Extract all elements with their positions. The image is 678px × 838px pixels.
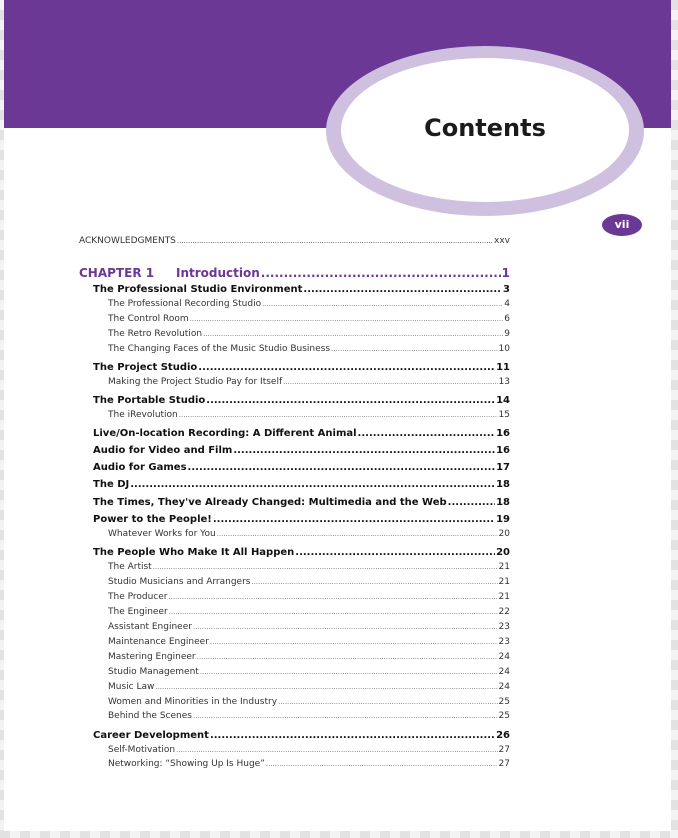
toc-section-row[interactable] bbox=[93, 497, 510, 508]
leader-dots bbox=[233, 445, 495, 456]
toc-subsection-row[interactable] bbox=[108, 759, 510, 769]
toc-page: 17 bbox=[496, 462, 510, 473]
toc-label: The Changing Faces of the Music Studio Business bbox=[108, 344, 331, 354]
toc-page: 24 bbox=[498, 667, 510, 677]
toc-label: The Engineer bbox=[108, 607, 168, 617]
toc-label: The Project Studio bbox=[93, 362, 198, 373]
toc-label: The iRevolution bbox=[108, 410, 178, 420]
leader-dots bbox=[210, 638, 498, 646]
toc-page: 21 bbox=[498, 592, 510, 602]
chapter-number: CHAPTER 1 bbox=[79, 266, 155, 280]
leader-dots bbox=[198, 362, 495, 373]
leader-dots bbox=[200, 668, 498, 676]
toc-subsection-row[interactable] bbox=[108, 410, 510, 420]
toc-page: 24 bbox=[498, 652, 510, 662]
toc-page: 23 bbox=[498, 622, 510, 632]
toc-label: Studio Musicians and Arrangers bbox=[108, 577, 251, 587]
toc-page: 16 bbox=[496, 445, 510, 456]
toc-label: The People Who Make It All Happen bbox=[93, 547, 295, 558]
toc-page: 26 bbox=[496, 730, 510, 741]
leader-dots bbox=[210, 730, 495, 741]
chapter-title: Introduction bbox=[176, 266, 260, 280]
leader-dots bbox=[217, 530, 498, 538]
toc-page: 9 bbox=[504, 329, 510, 339]
toc-page: 25 bbox=[498, 711, 510, 721]
toc-page: 1 bbox=[501, 266, 510, 280]
toc-page: 11 bbox=[496, 362, 510, 373]
toc-section-row[interactable] bbox=[93, 428, 510, 439]
toc-subsection-row[interactable] bbox=[108, 652, 510, 662]
toc-subsection-row[interactable] bbox=[108, 745, 510, 755]
toc-label: ACKNOWLEDGMENTS bbox=[79, 236, 176, 246]
toc-label: Live/On-location Recording: A Different Animal bbox=[93, 428, 357, 439]
leader-dots bbox=[448, 497, 495, 508]
toc-subsection-row[interactable] bbox=[108, 622, 510, 632]
toc-subsection-row[interactable] bbox=[108, 682, 510, 692]
toc-page: 18 bbox=[496, 479, 510, 490]
leader-dots bbox=[197, 653, 498, 661]
leader-dots bbox=[331, 345, 498, 353]
toc-subsection-row[interactable] bbox=[108, 529, 510, 539]
toc-front-matter-row[interactable] bbox=[79, 236, 510, 246]
leader-dots bbox=[303, 284, 502, 295]
toc-page: xxv bbox=[494, 236, 510, 246]
leader-dots bbox=[358, 428, 496, 439]
toc-section-row[interactable] bbox=[93, 462, 510, 473]
toc-label: The Artist bbox=[108, 562, 152, 572]
toc-page: 14 bbox=[496, 395, 510, 406]
leader-dots bbox=[169, 608, 498, 616]
toc-page: 21 bbox=[498, 562, 510, 572]
toc-section-row[interactable] bbox=[93, 730, 510, 741]
toc-page: 25 bbox=[498, 697, 510, 707]
toc-subsection-row[interactable] bbox=[108, 329, 510, 339]
toc-page: 20 bbox=[498, 529, 510, 539]
toc-section-row[interactable] bbox=[93, 514, 510, 525]
toc-subsection-row[interactable] bbox=[108, 711, 510, 721]
leader-dots bbox=[177, 237, 493, 245]
toc-page: 27 bbox=[498, 745, 510, 755]
page-title: Contents bbox=[424, 114, 546, 142]
leader-dots bbox=[193, 712, 498, 720]
toc-label: Music Law bbox=[108, 682, 155, 692]
toc-section-row[interactable] bbox=[93, 395, 510, 406]
toc-subsection-row[interactable] bbox=[108, 562, 510, 572]
toc-chapter-row[interactable] bbox=[79, 266, 510, 280]
leader-dots bbox=[176, 746, 497, 754]
leader-dots bbox=[278, 698, 497, 706]
toc-subsection-row[interactable] bbox=[108, 592, 510, 602]
leader-dots bbox=[190, 315, 504, 323]
leader-dots bbox=[213, 514, 495, 525]
toc-page: 21 bbox=[498, 577, 510, 587]
leader-dots bbox=[188, 462, 496, 473]
toc-label: The DJ bbox=[93, 479, 130, 490]
leader-dots bbox=[295, 547, 495, 558]
leader-dots bbox=[155, 683, 497, 691]
toc-label: Networking: “Showing Up Is Huge” bbox=[108, 759, 265, 769]
toc-label: The Retro Revolution bbox=[108, 329, 203, 339]
toc-label: Audio for Video and Film bbox=[93, 445, 233, 456]
toc-page: 3 bbox=[503, 284, 510, 295]
toc-subsection-row[interactable] bbox=[108, 299, 510, 309]
leader-dots bbox=[130, 479, 495, 490]
toc-label: Behind the Scenes bbox=[108, 711, 192, 721]
toc-label: Self-Motivation bbox=[108, 745, 176, 755]
toc-label: Mastering Engineer bbox=[108, 652, 196, 662]
toc-page: 18 bbox=[496, 497, 510, 508]
toc-page: 23 bbox=[498, 637, 510, 647]
toc-page: 6 bbox=[504, 314, 510, 324]
toc-page: 22 bbox=[498, 607, 510, 617]
toc-page: 4 bbox=[504, 299, 510, 309]
leader-dots bbox=[179, 411, 498, 419]
toc-section-row[interactable] bbox=[93, 284, 510, 295]
toc-label: The Professional Studio Environment bbox=[93, 284, 303, 295]
toc-label: Power to the People! bbox=[93, 514, 212, 525]
toc-label: Audio for Games bbox=[93, 462, 187, 473]
toc-page: 16 bbox=[496, 428, 510, 439]
leader-dots bbox=[283, 378, 497, 386]
toc-section-row[interactable] bbox=[93, 445, 510, 456]
toc-label: Assistant Engineer bbox=[108, 622, 192, 632]
toc-page: 15 bbox=[498, 410, 510, 420]
leader-dots bbox=[193, 623, 498, 631]
toc-subsection-row[interactable] bbox=[108, 377, 510, 387]
toc-label: The Producer bbox=[108, 592, 168, 602]
toc-label: The Portable Studio bbox=[93, 395, 206, 406]
toc-subsection-row[interactable] bbox=[108, 607, 510, 617]
leader-dots bbox=[206, 395, 495, 406]
toc-page: 13 bbox=[498, 377, 510, 387]
toc-section-row[interactable] bbox=[93, 362, 510, 373]
toc-label: Whatever Works for You bbox=[108, 529, 216, 539]
leader-dots bbox=[262, 300, 503, 308]
leader-dots bbox=[261, 266, 501, 280]
toc-subsection-row[interactable] bbox=[108, 344, 510, 354]
toc-page: 27 bbox=[498, 759, 510, 769]
toc-subsection-row[interactable] bbox=[108, 637, 510, 647]
toc-label: The Times, They've Already Changed: Multimedia and the Web bbox=[93, 497, 447, 508]
page-number-badge: vii bbox=[602, 214, 642, 236]
toc-label: Women and Minorities in the Industry bbox=[108, 697, 278, 707]
toc-label: Making the Project Studio Pay for Itself bbox=[108, 377, 283, 387]
toc-label: The Control Room bbox=[108, 314, 189, 324]
leader-dots bbox=[266, 760, 498, 768]
toc-subsection-row[interactable] bbox=[108, 697, 510, 707]
leader-dots bbox=[203, 330, 503, 338]
document-page bbox=[4, 0, 671, 831]
toc-subsection-row[interactable] bbox=[108, 577, 510, 587]
toc-label: The Professional Recording Studio bbox=[108, 299, 262, 309]
toc-label: Studio Management bbox=[108, 667, 199, 677]
leader-dots bbox=[153, 563, 498, 571]
leader-dots bbox=[168, 593, 497, 601]
toc-page: 24 bbox=[498, 682, 510, 692]
toc-label: Maintenance Engineer bbox=[108, 637, 209, 647]
toc-subsection-row[interactable] bbox=[108, 667, 510, 677]
toc-label: Career Development bbox=[93, 730, 209, 741]
toc-subsection-row[interactable] bbox=[108, 314, 510, 324]
toc-page: 19 bbox=[496, 514, 510, 525]
toc-page: 20 bbox=[496, 547, 510, 558]
toc-section-row[interactable] bbox=[93, 479, 510, 490]
toc-page: 10 bbox=[498, 344, 510, 354]
leader-dots bbox=[251, 578, 497, 586]
toc-section-row[interactable] bbox=[93, 547, 510, 558]
